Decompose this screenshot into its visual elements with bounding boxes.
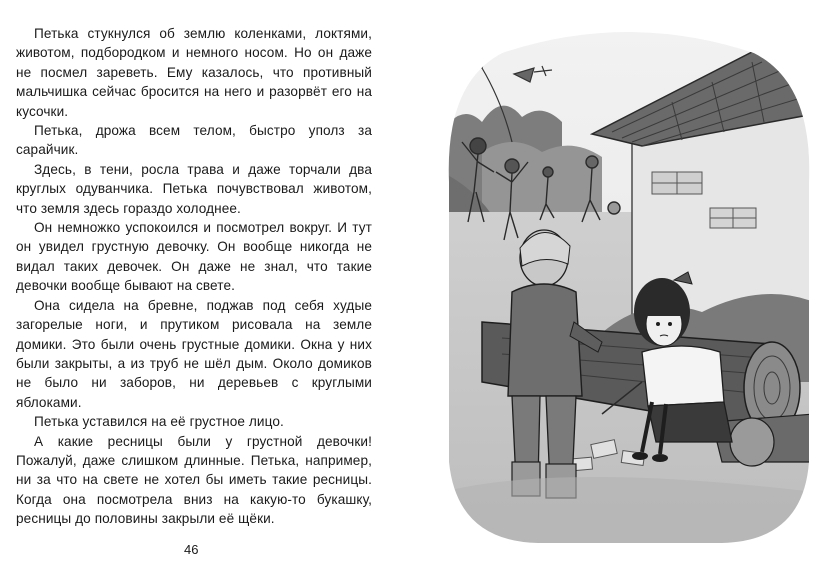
paragraph-2: Петька, дрожа всем телом, быстро уполз за сарайчик. [16, 123, 372, 158]
paragraph-6: Петька уставился на её грустное лицо. [34, 414, 284, 430]
page-number: 46 [184, 542, 199, 557]
text-column [16, 24, 372, 529]
paragraph-1: Петька стукнулся об землю коленками, локтями, животом, подбородком и немного носом. Но он даже не посмел зареветь. Ему казалось, что противный мальчишка сейчас бросится на него и разорвёт его на кусочки. [16, 26, 372, 119]
illustration [442, 22, 814, 548]
paragraph-7: А какие ресницы были у грустной девочки! Пожалуй, даже слишком длинные. Петька, например, ни за что на свете не хотел бы иметь такие ресницы. Когда она посмотрела вниз на какую-то букашку, ресницы до половины закрыли её щёки. [16, 433, 372, 527]
paragraph-5: Она сидела на бревне, поджав под себя худые загорелые ноги, и прутиком рисовала на земле домики. Это были очень грустные домики. Окна у них были закрыты, а из труб не шёл дым. Около домиков не было ни заборов, ни деревьев с круглыми яблоками. [16, 297, 372, 410]
paragraph-4: Он немножко успокоился и посмотрел вокруг. И тут он увидел грустную девочку. Он вообще никогда не видал таких девочек. Он даже не знал, что такие девочки вообще бывают на свете. [16, 220, 372, 294]
paragraph-3: Здесь, в тени, росла трава и даже торчали два круглых одуванчика. Петька почувствовал животом, что земля здесь гораздо холоднее. [16, 161, 372, 216]
